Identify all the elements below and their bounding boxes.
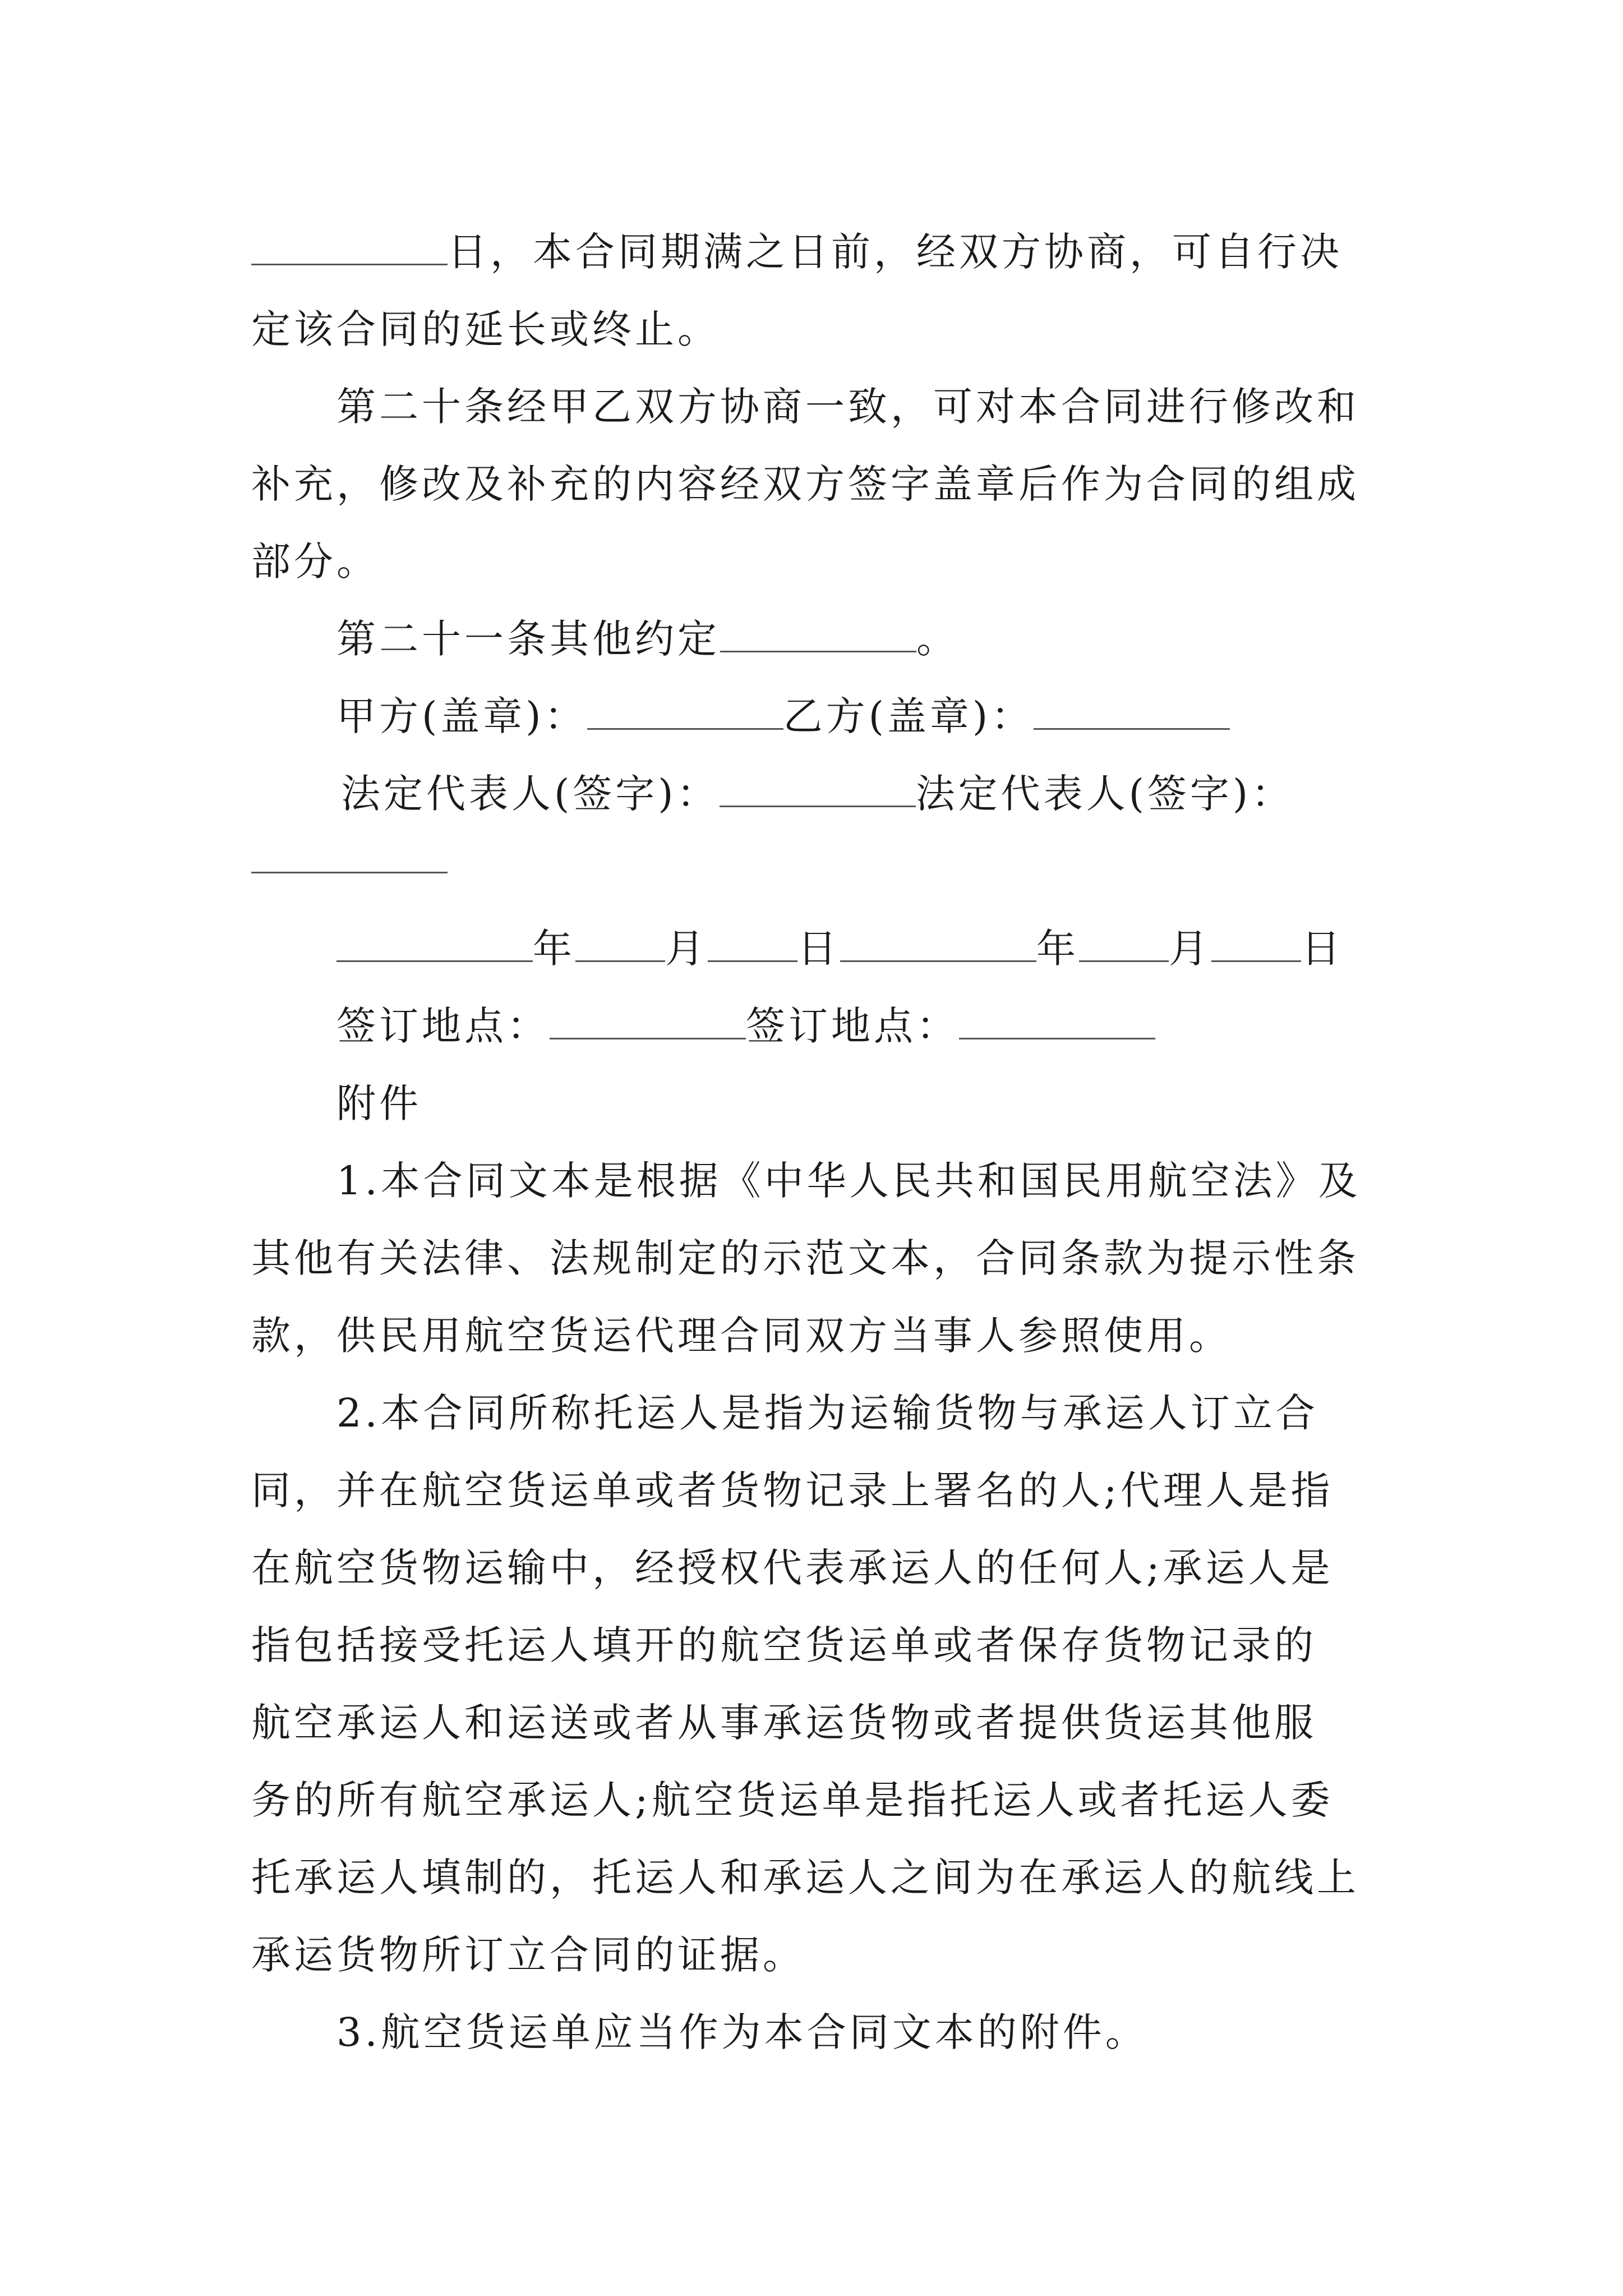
- appendix-text: 务的所有航空承运人;航空货运单是指托运人或者托运人委: [251, 1777, 1334, 1823]
- signing-place-line: [251, 987, 1382, 1065]
- appendix-item-1-line-3: [251, 1297, 1382, 1374]
- clause-20-line-2: [251, 445, 1382, 523]
- appendix-item-2-line-1: [251, 1374, 1382, 1452]
- fill-blank[interactable]: [720, 611, 916, 652]
- party-b-seal-blank[interactable]: [1034, 689, 1230, 730]
- representative-line: [251, 755, 1382, 832]
- appendix-text: 指包括接受托运人填开的航空货运单或者保存货物记录的: [251, 1622, 1317, 1668]
- appendix-text: 款，供民用航空货运代理合同双方当事人参照使用。: [251, 1313, 1232, 1359]
- month-a-blank[interactable]: [575, 921, 665, 962]
- clause-text: 定该合同的延长或终止。: [251, 306, 720, 352]
- year-label: 年: [1036, 926, 1079, 972]
- place-b-blank[interactable]: [959, 999, 1155, 1039]
- appendix-item-2-line-7: [251, 1839, 1382, 1916]
- clause-text: 第二十一条其他约定: [336, 616, 720, 662]
- party-a-rep-label: 法定代表人(签字)：: [341, 771, 720, 817]
- clause-19-line-2: [251, 291, 1382, 368]
- appendix-item-2-line-2: [251, 1452, 1382, 1529]
- appendix-text: 托承运人填制的，托运人和承运人之间为在承运人的航线上: [251, 1855, 1359, 1901]
- appendix-text: 1.本合同文本是根据《中华人民共和国民用航空法》及: [336, 1158, 1361, 1204]
- month-label: 月: [665, 926, 708, 972]
- clause-21-line: [251, 600, 1382, 678]
- party-a-seal-label: 甲方(盖章)：: [336, 693, 587, 739]
- clause-text: 。: [916, 616, 959, 662]
- day-label: 日: [1301, 926, 1344, 972]
- appendix-item-2-line-4: [251, 1607, 1382, 1684]
- appendix-item-3-line-1: [251, 1994, 1382, 2071]
- document-page: [251, 213, 1382, 2071]
- year-b-blank[interactable]: [840, 921, 1036, 962]
- clause-text: 补充，修改及补充的内容经双方签字盖章后作为合同的组成: [251, 461, 1359, 507]
- date-line: [251, 910, 1382, 987]
- appendix-heading: 附件: [336, 1080, 422, 1126]
- party-a-seal-blank[interactable]: [587, 689, 783, 730]
- day-label: 日: [797, 926, 840, 972]
- appendix-text: 在航空货物运输中，经授权代表承运人的任何人;承运人是: [251, 1545, 1334, 1591]
- appendix-text: 2.本合同所称托运人是指为运输货物与承运人订立合: [336, 1390, 1318, 1436]
- day-b-blank[interactable]: [1211, 921, 1301, 962]
- appendix-item-2-line-6: [251, 1761, 1382, 1839]
- appendix-text: 3.航空货运单应当作为本合同文本的附件。: [336, 2009, 1148, 2055]
- year-label: 年: [533, 926, 575, 972]
- party-b-rep-blank-row: [251, 832, 1382, 910]
- clause-text: 第二十条经甲乙双方协商一致，可对本合同进行修改和: [336, 384, 1359, 430]
- month-label: 月: [1169, 926, 1211, 972]
- clause-19-line-1: [251, 213, 1382, 291]
- appendix-text: 同，并在航空货运单或者货物记录上署名的人;代理人是指: [251, 1467, 1334, 1513]
- clause-text: 部分。: [251, 539, 379, 585]
- appendix-item-1-line-1: [251, 1142, 1382, 1220]
- place-b-label: 签订地点：: [746, 1003, 959, 1049]
- seal-line: [251, 678, 1382, 755]
- appendix-text: 航空承运人和运送或者从事承运货物或者提供货运其他服: [251, 1700, 1317, 1746]
- appendix-title: [251, 1065, 1382, 1142]
- party-b-rep-label: 法定代表人(签字)：: [915, 771, 1294, 817]
- place-a-blank[interactable]: [550, 999, 746, 1039]
- party-b-rep-blank[interactable]: [251, 849, 448, 873]
- appendix-item-2-line-8: [251, 1916, 1382, 1994]
- appendix-item-2-line-5: [251, 1684, 1382, 1761]
- appendix-item-2-line-3: [251, 1529, 1382, 1607]
- appendix-text: 承运货物所订立合同的证据。: [251, 1932, 805, 1978]
- fill-blank[interactable]: [251, 224, 448, 265]
- year-a-blank[interactable]: [336, 921, 533, 962]
- clause-20-line-1: [251, 368, 1382, 445]
- clause-20-line-3: [251, 523, 1382, 600]
- place-a-label: 签订地点：: [336, 1003, 550, 1049]
- day-a-blank[interactable]: [708, 921, 797, 962]
- month-b-blank[interactable]: [1079, 921, 1169, 962]
- appendix-item-1-line-2: [251, 1220, 1382, 1297]
- party-b-seal-label: 乙方(盖章)：: [783, 693, 1034, 739]
- appendix-text: 其他有关法律、法规制定的示范文本，合同条款为提示性条: [251, 1235, 1359, 1281]
- clause-text: 日，本合同期满之日前，经双方协商，可自行决: [448, 229, 1343, 275]
- party-a-rep-blank[interactable]: [720, 766, 916, 807]
